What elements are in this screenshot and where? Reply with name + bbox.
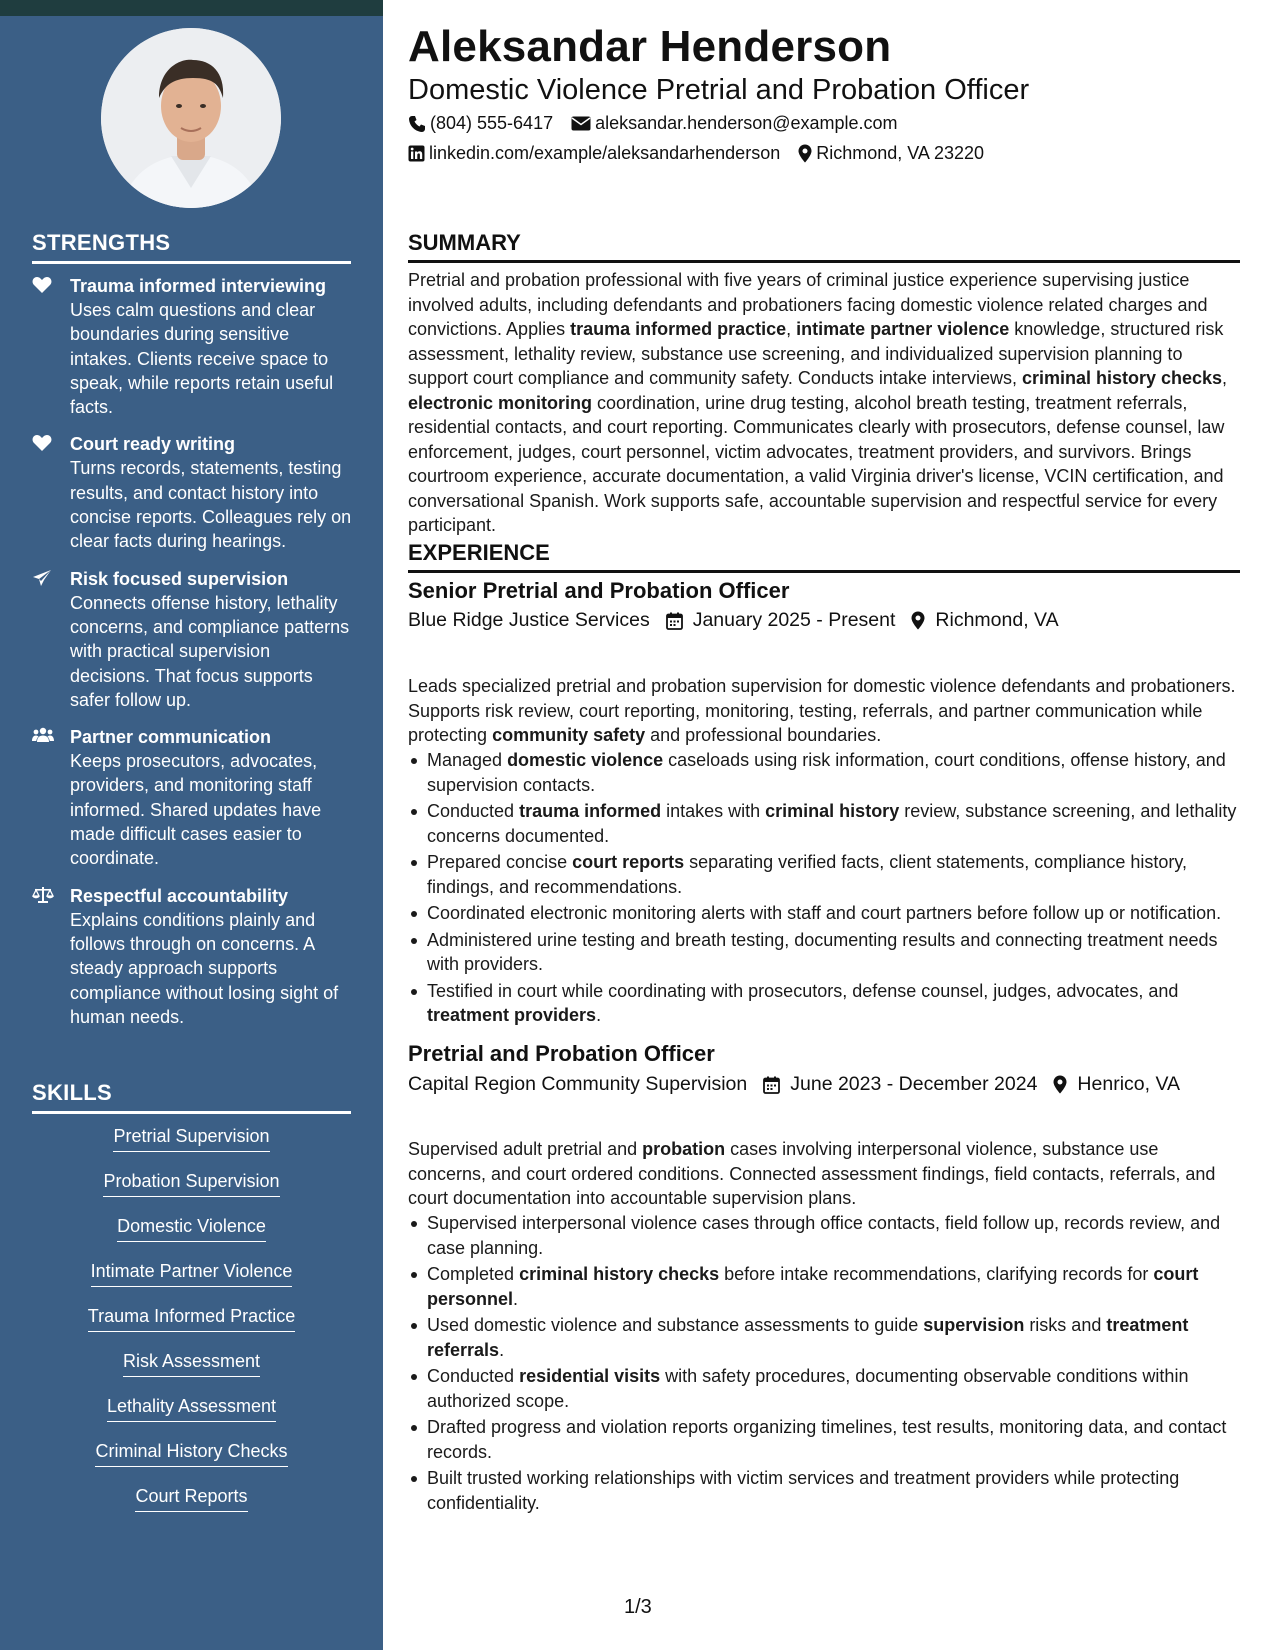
company-name: Capital Region Community Supervision [408,1073,748,1095]
bold-phrase: probation [642,1139,726,1159]
phone-item[interactable] [408,113,553,134]
email-text: aleksandar.henderson@example.com [595,113,898,133]
location-item [798,143,984,164]
paper-plane-icon [32,569,54,589]
location-text: Richmond, VA 23220 [816,143,984,163]
bold-phrase: trauma informed practice [570,319,787,339]
summary-text: Pretrial and probation professional with five years of criminal justice experience supervising justice involved adults, including defendants and probationers facing domestic violence related charges and convictions. Applies trauma informed practice, intimate partner violence knowledge, structured risk assessment, lethality review, substance use screening, and individualized supervision planning to support court compliance and community safety. Conducts intake interviews, criminal history checks, electronic monitoring coordination, urine drug testing, alcohol breath testing, treatment referrals, residential contacts, and court reporting. Communicates clearly with prosecutors, defense counsel, law enforcement, judges, court personnel, victim advocates, treatment providers, and survivors. Brings courtroom experience, accurate documentation, a valid Virginia driver's license, VCIN certification, and conversational Spanish. Work supports safe, accountable supervision and respectful service for every participant. [408,270,1228,535]
skill-tag: Intimate Partner Violence [91,1259,293,1287]
skill-tag: Court Reports [135,1484,247,1512]
job-dates-text: June 2023 - December 2024 [790,1073,1038,1095]
strength-text: Keeps prosecutors, advocates, providers, and monitoring staff informed. Shared updates have made difficult cases easier to coordinate. [70,751,322,869]
contact-row-1 [408,113,916,134]
job-description: Leads specialized pretrial and probation supervision for domestic violence defendants and probationers. Supports risk review, court reporting, monitoring, testing, referrals, and partner communication while protecting community safety and professional boundaries. [408,676,1236,745]
bold-phrase: treatment referrals [427,1315,1189,1360]
job-bullets [408,1211,1240,1517]
job-dates [763,1073,1037,1096]
bold-phrase: residential visits [519,1366,661,1386]
sidebar [0,16,383,1650]
scale-icon [32,886,54,906]
strength-title: Risk focused supervision [70,568,289,589]
job-bullet: Coordinated electronic monitoring alerts with staff and court partners before follow up or notification. [408,901,1240,926]
envelope-icon [571,116,591,131]
job-bullet: Conducted residential visits with safety procedures, documenting observable conditions within authorized scope. [408,1364,1240,1413]
phone-icon [408,115,426,133]
calendar-icon [763,1076,780,1094]
candidate-title: Domestic Violence Pretrial and Probation Officer [408,74,1030,106]
skills-heading: SKILLS [32,1080,351,1114]
job-location-text: Henrico, VA [1077,1073,1181,1095]
strength-item [32,274,352,419]
job-location-text: Richmond, VA [935,609,1059,631]
strength-item [32,567,352,712]
strength-item [32,432,352,553]
job-bullet: Drafted progress and violation reports organizing timelines, test results, monitoring data, and contact records. [408,1415,1240,1464]
linkedin-item[interactable] [408,143,780,164]
strength-title: Respectful accountability [70,885,289,906]
bold-phrase: domestic violence [507,750,664,770]
contact-row-2 [408,143,1002,164]
job-dates-text: January 2025 - Present [692,609,896,631]
strength-text: Explains conditions plainly and follows through on concerns. A steady approach supports compliance without losing sight of human needs. [70,909,339,1027]
map-pin-icon [1053,1075,1067,1094]
phone-text: (804) 555-6417 [430,113,554,133]
bold-phrase: community safety [492,725,646,745]
portrait-image [101,28,281,208]
job-meta [408,1073,1196,1096]
users-icon [32,727,54,747]
skill-tag: Domestic Violence [117,1214,266,1242]
calendar-icon [666,612,683,630]
page-number: 1/3 [624,1596,652,1618]
map-pin-icon [911,611,925,630]
experience-heading: EXPERIENCE [408,540,1240,573]
job-bullet: Used domestic violence and substance assessments to guide supervision risks and treatment referrals. [408,1313,1240,1362]
bold-phrase: intimate partner violence [796,319,1010,339]
strength-title: Court ready writing [70,434,236,455]
strength-item [32,725,352,870]
skills-list [32,1124,351,1529]
summary-heading: SUMMARY [408,230,1240,263]
skill-tag: Pretrial Supervision [113,1124,269,1152]
map-pin-icon [798,144,812,163]
bold-phrase: criminal history [765,801,900,821]
strength-title: Trauma informed interviewing [70,276,327,296]
strengths-list [32,274,352,1042]
linkedin-text: linkedin.com/example/aleksandarhenderson [429,143,781,163]
skill-tag: Lethality Assessment [107,1394,276,1422]
candidate-name: Aleksandar Henderson [408,22,892,71]
top-accent-bar [0,0,383,16]
skill-tag: Criminal History Checks [95,1439,287,1467]
heart-icon [32,434,54,454]
bold-phrase: supervision [923,1315,1025,1335]
strength-text: Connects offense history, lethality concerns, and compliance patterns with practical supervision decisions. That focus supports safer follow up. [70,592,350,710]
job-bullet: Managed domestic violence caseloads using risk information, court conditions, offense history, and supervision contacts. [408,748,1240,797]
job-bullet: Built trusted working relationships with victim services and treatment providers while protecting confidentiality. [408,1466,1240,1515]
job-bullet: Testified in court while coordinating with prosecutors, defense counsel, judges, advocates, and treatment providers. [408,979,1240,1028]
job-description: Supervised adult pretrial and probation cases involving interpersonal violence, substance use concerns, and court ordered conditions. Connected assessment findings, field contacts, referrals, and court documentation into accountable supervision plans. [408,1139,1216,1208]
strength-title: Partner communication [70,727,272,748]
job-bullet: Prepared concise court reports separating verified facts, client statements, compliance history, findings, and recommendations. [408,850,1240,899]
heart-icon [32,276,54,296]
job-bullets [408,748,1240,1030]
bold-phrase: trauma informed [519,801,662,821]
email-item[interactable] [571,113,897,134]
strength-item [32,884,352,1029]
skill-tag: Probation Supervision [103,1169,279,1197]
job-title: Senior Pretrial and Probation Officer [408,578,790,603]
job-location [911,609,1058,632]
job-bullet: Administered urine testing and breath testing, documenting results and connecting treatment needs with providers. [408,928,1240,977]
job-bullet: Conducted trauma informed intakes with criminal history review, substance screening, and lethality concerns documented. [408,799,1240,848]
linkedin-icon [408,145,425,162]
job-meta [408,609,1075,632]
bold-phrase: electronic monitoring [408,392,593,413]
bold-phrase: court personnel [427,1264,1199,1309]
skill-tag: Trauma Informed Practice [88,1304,295,1332]
profile-photo [101,28,281,208]
job-bullet: Completed criminal history checks before intake recommendations, clarifying records for court personnel. [408,1262,1240,1311]
bold-phrase: criminal history checks [519,1264,720,1284]
strength-text: Uses calm questions and clear boundaries during sensitive intakes. Clients receive space to speak, while reports retain useful facts. [70,300,334,418]
job-bullet: Supervised interpersonal violence cases through office contacts, field follow up, records review, and case planning. [408,1211,1240,1260]
strength-text: Turns records, statements, testing results, and contact history into concise reports. Colleagues rely on clear facts during hearings. [70,458,352,552]
bold-phrase: criminal history checks [1021,368,1223,388]
job-location [1053,1073,1180,1096]
job-dates [666,609,896,632]
skill-tag: Risk Assessment [123,1349,260,1377]
job-title: Pretrial and Probation Officer [408,1041,715,1066]
bold-phrase: treatment providers [427,1005,597,1025]
strengths-heading: STRENGTHS [32,230,351,264]
company-name: Blue Ridge Justice Services [408,609,650,631]
bold-phrase: court reports [572,852,685,872]
